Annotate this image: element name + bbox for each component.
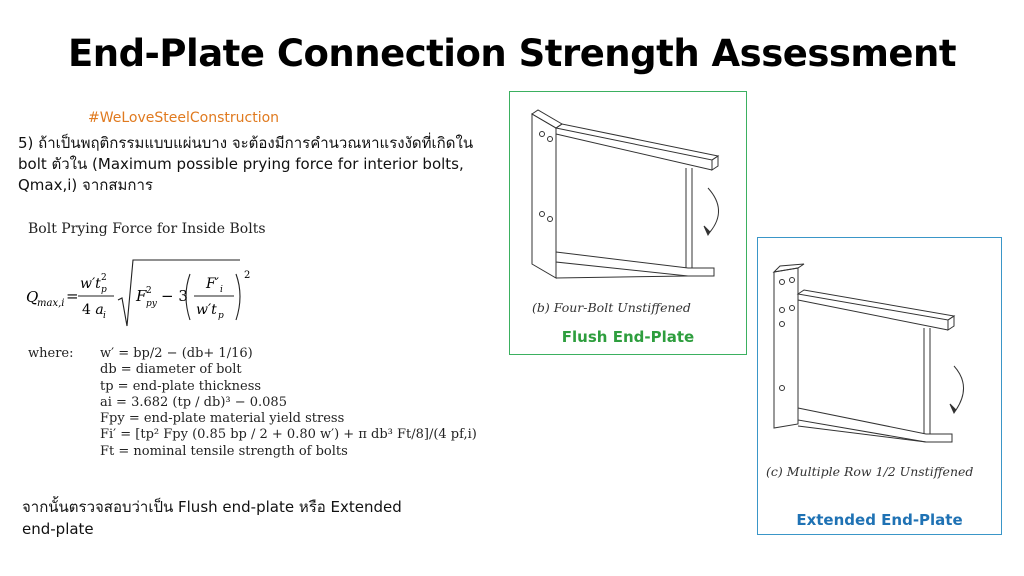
flush-figure-label: Flush End-Plate — [561, 328, 695, 346]
flush-end-plate-drawing — [510, 92, 746, 322]
hashtag: #WeLoveSteelConstruction — [88, 110, 280, 126]
prying-force-equation — [22, 256, 282, 336]
conclusion-text: จากนั้นตรวจสอบว่าเป็น Flush end-plate หรือ Extended end-plate — [22, 498, 402, 538]
extended-figure-caption: (c) Multiple Row 1/2 Unstiffened — [766, 464, 974, 479]
svg-text:4 a: 4 a — [82, 302, 104, 318]
svg-text:py: py — [146, 299, 157, 309]
definition-line: tp = end-plate thickness — [100, 378, 262, 394]
svg-text:2: 2 — [146, 286, 152, 296]
extended-end-plate-drawing — [758, 238, 1001, 498]
svg-text:F′: F′ — [206, 276, 219, 292]
svg-text:=: = — [66, 287, 79, 305]
svg-text:max,i: max,i — [37, 298, 65, 309]
definition-line: Fpy = end-plate material yield stress — [100, 411, 345, 427]
page-title: End-Plate Connection Strength Assessment — [67, 32, 957, 75]
svg-text:p: p — [101, 285, 107, 295]
svg-text:2: 2 — [244, 270, 251, 281]
svg-text:i: i — [103, 311, 106, 321]
svg-text:− 3: − 3 — [161, 287, 188, 305]
svg-text:p: p — [218, 311, 224, 321]
definitions-list — [100, 346, 477, 460]
definition-line: w′ = bp/2 − (db+ 1/16) — [100, 346, 253, 361]
svg-text:w′t: w′t — [196, 302, 217, 318]
svg-text:w′t: w′t — [80, 276, 101, 292]
where-label: where: — [28, 346, 74, 361]
definition-line: Ft = nominal tensile strength of bolts — [100, 443, 348, 459]
flush-end-plate-figure — [509, 91, 747, 355]
formula-heading: Bolt Prying Force for Inside Bolts — [28, 221, 266, 237]
svg-text:2: 2 — [101, 273, 107, 283]
flush-figure-caption: (b) Four-Bolt Unstiffened — [532, 300, 691, 315]
extended-end-plate-figure — [757, 237, 1002, 535]
svg-text:F: F — [136, 287, 147, 305]
step-text: 5) ถ้าเป็นพฤติกรรมแบบแผ่นบาง จะต้องมีการคำนวณหาแรงงัดที่เกิดใน bolt ตัวใน (Maximum possible prying force for interior bolts, Qmax,i) จากสมการ — [18, 134, 474, 194]
extended-figure-label: Extended End-Plate — [796, 511, 963, 529]
definition-line: db = diameter of bolt — [100, 362, 242, 378]
svg-text:Q: Q — [26, 288, 39, 306]
definition-line: Fi′ = [tp² Fpy (0.85 bp / 2 + 0.80 w′) + π db³ Ft/8]/(4 pf,i) — [100, 427, 477, 443]
svg-text:i: i — [220, 285, 223, 295]
definition-line: ai = 3.682 (tp / db)³ − 0.085 — [100, 394, 287, 410]
